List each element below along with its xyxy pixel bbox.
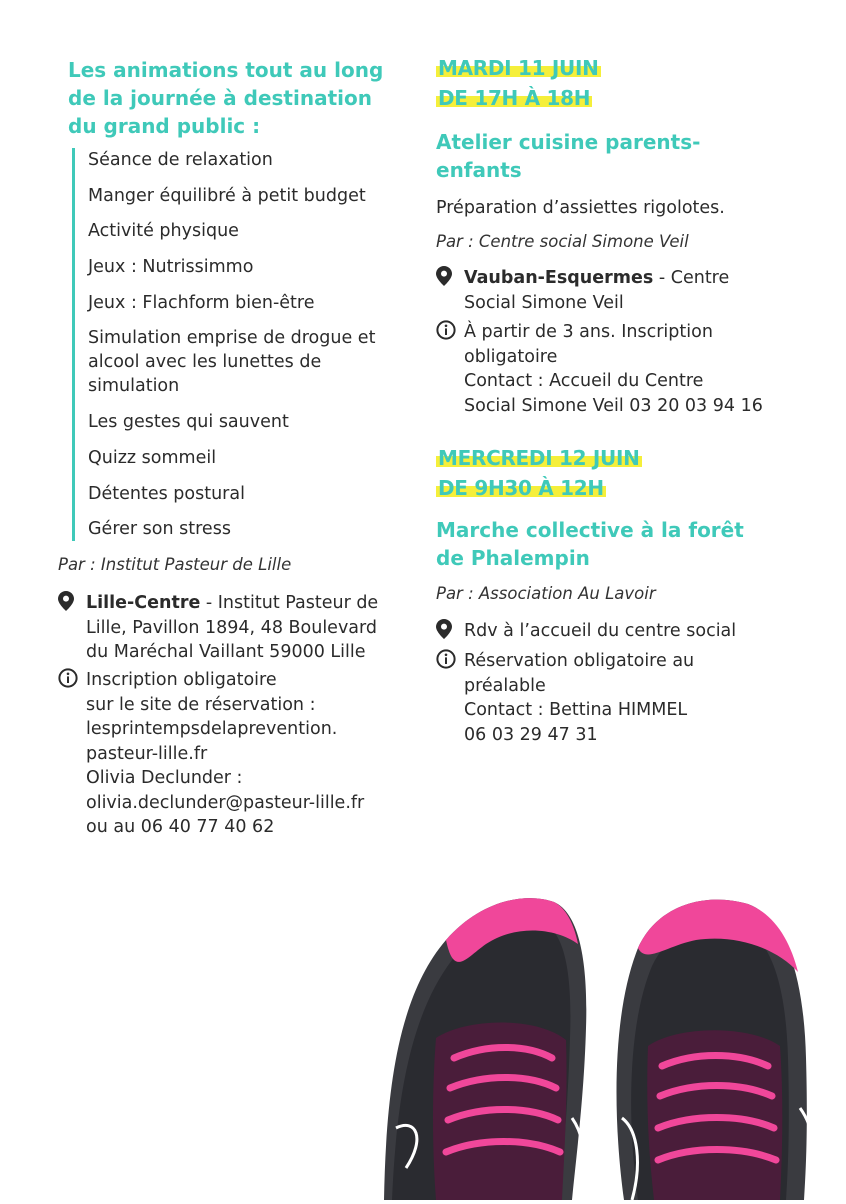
info-circle-icon	[58, 668, 86, 840]
info-line: Réservation obligatoire au	[464, 651, 695, 671]
location-name: Vauban-Esquermes	[464, 268, 654, 288]
event-title	[436, 128, 700, 184]
title-line: de Phalempin	[436, 546, 590, 570]
list-item: Détentes postural	[88, 483, 245, 504]
location-row	[436, 619, 816, 647]
date-line: MERCREDI 12 JUIN	[438, 446, 640, 470]
map-pin-icon	[436, 266, 464, 315]
right-sneaker	[616, 900, 816, 1200]
info-line: Inscription obligatoire	[86, 670, 277, 690]
time-line: DE 17H À 18H	[438, 86, 591, 110]
location-detail: - Institut Pasteur de	[200, 593, 379, 613]
info-line: pasteur-lille.fr	[86, 743, 208, 764]
location-detail: Rdv à l’accueil du centre social	[464, 621, 737, 641]
time-line: DE 9H30 À 12H	[438, 476, 604, 500]
event-description: Préparation d’assiettes rigolotes.	[436, 198, 725, 218]
event-title	[436, 516, 744, 572]
list-item: Simulation emprise de drogue et alcool avec les lunettes de simulation	[88, 328, 376, 397]
heading-line: du grand public :	[68, 114, 261, 138]
heading-line: Les animations tout au long	[68, 58, 384, 82]
map-pin-icon	[58, 591, 86, 665]
info-row	[58, 668, 408, 840]
title-line: enfants	[436, 158, 522, 182]
event-date	[436, 56, 601, 110]
activity-list	[72, 148, 418, 541]
title-line: Atelier cuisine parents-	[436, 130, 701, 154]
info-line: À partir de 3 ans. Inscription	[464, 322, 713, 342]
list-item: Jeux : Flachform bien-être	[88, 292, 315, 313]
info-line: Contact : Bettina HIMMEL	[464, 700, 688, 720]
organizer-line: Par : Centre social Simone Veil	[436, 232, 689, 251]
info-line: lesprintempsdelaprevention.	[86, 719, 338, 739]
organizer-line: Par : Association Au Lavoir	[436, 584, 656, 603]
map-pin-icon	[436, 619, 464, 647]
info-line: sur le site de réservation :	[86, 694, 316, 715]
location-detail: Social Simone Veil	[464, 292, 624, 313]
info-line: obligatoire	[464, 346, 558, 367]
date-line: MARDI 11 JUIN	[438, 56, 599, 80]
location-row	[58, 591, 408, 665]
location-detail: du Maréchal Vaillant 59000 Lille	[86, 642, 366, 662]
section-heading	[68, 56, 408, 140]
info-line: ou au 06 40 77 40 62	[86, 817, 275, 837]
location-name: Lille-Centre	[86, 593, 201, 613]
info-circle-icon	[436, 649, 464, 747]
left-sneaker	[384, 898, 586, 1200]
info-line: Social Simone Veil 03 20 03 94 16	[464, 395, 763, 416]
event-date	[436, 446, 642, 500]
info-line: 06 03 29 47 31	[464, 724, 598, 745]
location-detail: Lille, Pavillon 1894, 48 Boulevard	[86, 617, 378, 638]
info-row	[436, 320, 826, 418]
info-line: olivia.declunder@pasteur-lille.fr	[86, 792, 365, 813]
list-item: Séance de relaxation	[88, 150, 273, 170]
list-item: Gérer son stress	[88, 519, 231, 540]
list-item: Manger équilibré à petit budget	[88, 185, 366, 206]
list-item: Jeux : Nutrissimmo	[88, 257, 254, 278]
heading-line: de la journée à destination	[68, 86, 372, 110]
sneakers-image	[376, 868, 846, 1204]
location-detail: - Centre	[653, 268, 730, 288]
info-circle-icon	[436, 320, 464, 418]
organizer-line: Par : Institut Pasteur de Lille	[58, 555, 292, 574]
info-line: Olivia Declunder :	[86, 768, 243, 788]
title-line: Marche collective à la forêt	[436, 518, 744, 542]
info-line: préalable	[464, 675, 546, 696]
list-item: Les gestes qui sauvent	[88, 412, 289, 433]
location-row	[436, 266, 816, 315]
info-row	[436, 649, 816, 747]
info-line: Contact : Accueil du Centre	[464, 371, 704, 391]
list-item: Quizz sommeil	[88, 447, 217, 468]
list-item: Activité physique	[88, 221, 239, 242]
